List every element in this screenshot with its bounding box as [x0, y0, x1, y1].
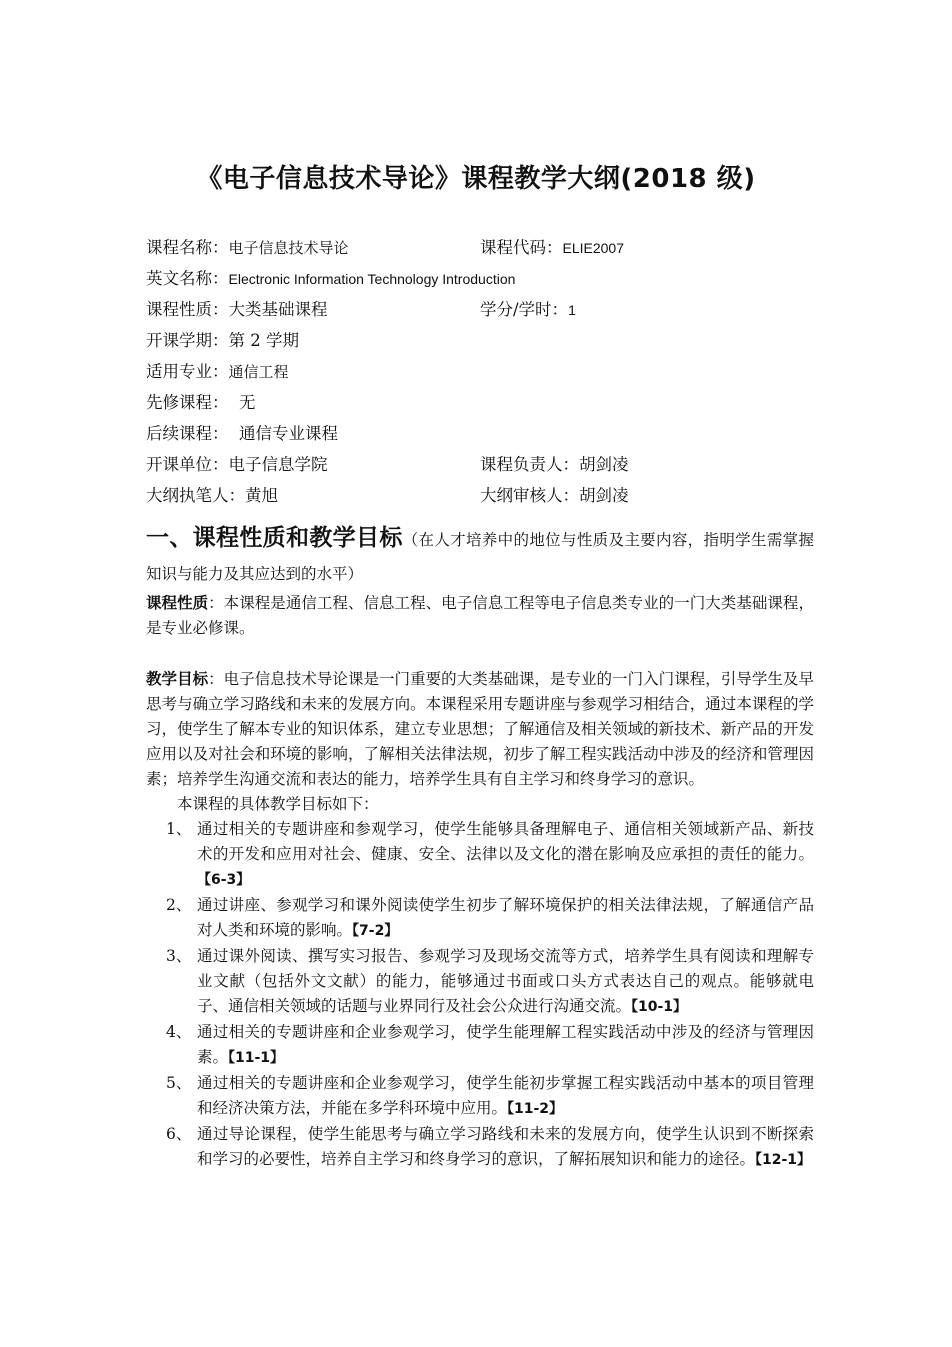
owner-label: 课程负责人： [480, 454, 579, 474]
course-info-block [146, 230, 816, 509]
writer-value: 黄旭 [245, 485, 278, 505]
info-row-english [146, 261, 816, 292]
info-row-name-code [146, 230, 816, 261]
followup-label: 后续课程： [146, 423, 229, 443]
prereq-value: 无 [239, 392, 256, 412]
list-item [146, 944, 814, 1020]
section-1-title: 一、课程性质和教学目标 [146, 525, 403, 551]
section-1 [146, 521, 814, 1173]
teaching-goal-text: ：电子信息技术导论课是一门重要的大类基础课，是专业的一门入门课程，引导学生及早思考与确立学习路线和未来的发展方向。本课程采用专题讲座与参观学习相结合，通过本课程的学习，使学生了解本专业的知识体系，建立专业思想；了解通信及相关领域的新技术、新产品的开发应用以及对社会和环境的影响，了解相关法律法规，初步了解工程实践活动中涉及的经济和管理因素；培养学生沟通交流和表达的能力，培养学生具有自主学习和终身学习的意识。 [146, 670, 814, 788]
prereq-label: 先修课程： [146, 392, 229, 412]
list-item [146, 893, 814, 944]
credit-value: 1 [568, 301, 576, 318]
objective-code: 【6-3】 [197, 872, 251, 888]
objective-code: 【11-2】 [507, 1101, 564, 1117]
semester-label: 开课学期： [146, 330, 229, 350]
writer-label: 大纲执笔人： [146, 485, 245, 505]
objective-text: 通过讲座、参观学习和课外阅读使学生初步了解环境保护的相关法律法规，了解通信产品对人类和环境的影响。 [197, 896, 814, 939]
major-label: 适用专业： [146, 361, 229, 381]
objective-number: 2、 [166, 896, 192, 914]
list-item [146, 1020, 814, 1071]
objectives-intro: 本课程的具体教学目标如下： [177, 795, 379, 813]
list-item [146, 817, 814, 893]
section-1-heading [146, 521, 814, 591]
course-nature-text: ：本课程是通信工程、信息工程、电子信息工程等电子信息类专业的一门大类基础课程，是专业必修课。 [146, 594, 814, 637]
course-nature-value: 大类基础课程 [228, 299, 328, 319]
objective-text: 通过相关的专题讲座和企业参观学习，使学生能初步掌握工程实践活动中基本的项目管理和经济决策方法，并能在多学科环境中应用。 [197, 1074, 814, 1117]
info-row-major [146, 354, 816, 385]
english-name-label: 英文名称： [146, 268, 229, 288]
objective-number: 5、 [166, 1074, 192, 1092]
objective-number: 3、 [166, 947, 192, 965]
info-row-unit-owner [146, 447, 816, 478]
objective-number: 1、 [166, 820, 192, 838]
english-name-value: Electronic Information Technology Introduction [228, 270, 516, 287]
objective-number: 4、 [166, 1023, 192, 1041]
objectives-list [146, 817, 814, 1173]
followup-value: 通信专业课程 [239, 423, 338, 443]
objective-text: 通过相关的专题讲座和企业参观学习，使学生能理解工程实践活动中涉及的经济与管理因素。 [197, 1023, 814, 1066]
teaching-goal-paragraph [146, 667, 814, 792]
course-nature-paragraph [146, 591, 814, 641]
section-1-note: （在人才培养中的地位与性质及主要内容，指明学生需掌握知识与能力及其应达到的水平） [146, 531, 814, 583]
info-row-nature-credit [146, 292, 816, 323]
objective-code: 【10-1】 [631, 999, 688, 1015]
owner-value: 胡剑凌 [579, 454, 629, 474]
objective-text: 通过相关的专题讲座和参观学习，使学生能够具备理解电子、通信相关领域新产品、新技术的开发和应用对社会、健康、安全、法律以及文化的潜在影响及应承担的责任的能力。 [197, 820, 814, 863]
course-name-label: 课程名称： [146, 237, 229, 257]
course-name-value: 电子信息技术导论 [228, 238, 349, 257]
reviewer-label: 大纲审核人： [480, 485, 579, 505]
unit-label: 开课单位： [146, 454, 229, 474]
list-item [146, 1071, 814, 1122]
objective-text: 通过导论课程，使学生能思考与确立学习路线和未来的发展方向，使学生认识到不断探索和学习的必要性，培养自主学习和终身学习的意识，了解拓展知识和能力的途径。 [197, 1125, 814, 1168]
course-code-value: ELIE2007 [562, 239, 624, 256]
objective-text: 通过课外阅读、撰写实习报告、参观学习及现场交流等方式，培养学生具有阅读和理解专业文献（包括外文文献）的能力，能够通过书面或口头方式表达自己的观点。能够就电子、通信相关领域的话题与业界同行及社会公众进行沟通交流。 [197, 947, 814, 1015]
info-row-writer-reviewer [146, 478, 816, 509]
info-row-semester [146, 323, 816, 354]
list-item [146, 1122, 814, 1173]
objective-code: 【12-1】 [755, 1152, 812, 1168]
major-value: 通信工程 [228, 362, 289, 381]
credit-label: 学分/学时： [480, 299, 569, 319]
objective-code: 【7-2】 [352, 923, 399, 939]
objective-number: 6、 [166, 1125, 192, 1143]
info-row-prereq [146, 385, 816, 416]
semester-value: 第 2 学期 [228, 330, 299, 350]
objective-code: 【11-1】 [228, 1050, 285, 1066]
info-row-followup [146, 416, 816, 447]
course-nature-term: 课程性质 [146, 594, 209, 612]
reviewer-value: 胡剑凌 [579, 485, 629, 505]
course-nature-label: 课程性质： [146, 299, 229, 319]
course-code-label: 课程代码： [480, 237, 563, 257]
unit-value: 电子信息学院 [228, 454, 328, 474]
document-title: 《电子信息技术导论》课程教学大纲(2018 级) [196, 164, 756, 194]
teaching-goal-term: 教学目标 [146, 670, 209, 688]
